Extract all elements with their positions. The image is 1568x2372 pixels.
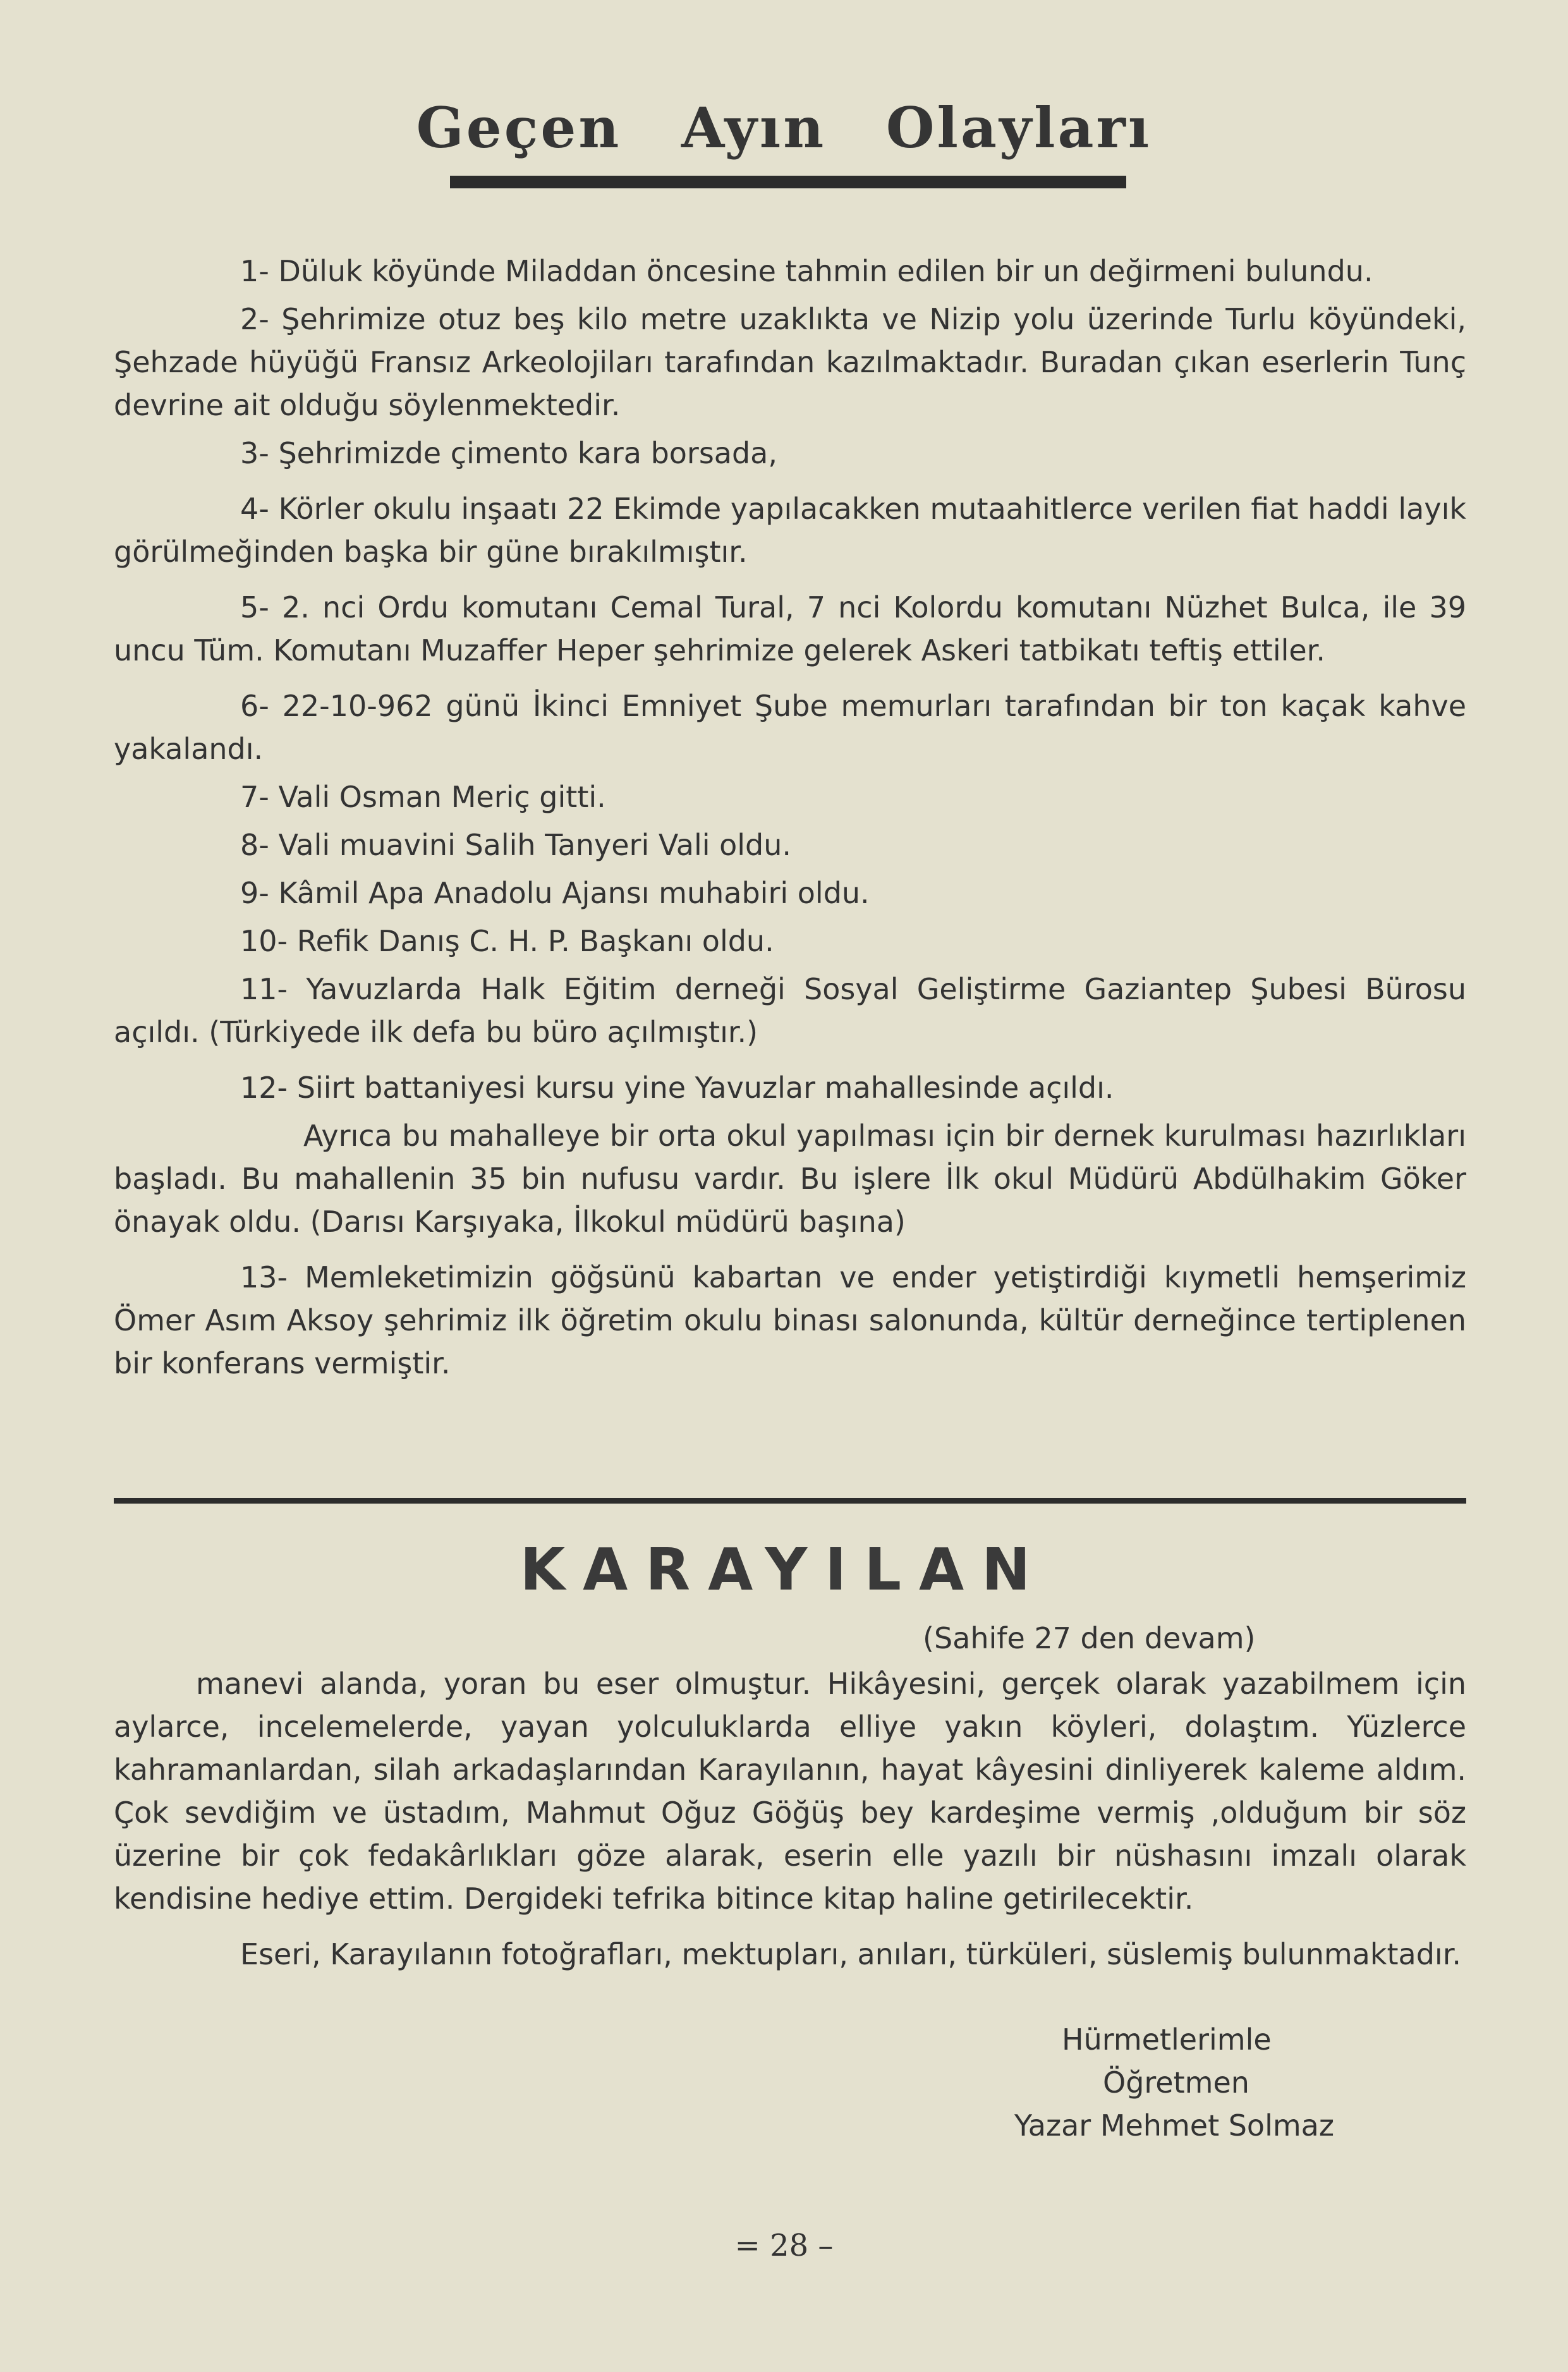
event-item: 10- Refik Danış C. H. P. Başkanı oldu. — [240, 924, 774, 958]
event-item: 7- Vali Osman Meriç gitti. — [240, 780, 606, 814]
event-item: Ayrıca bu mahalleye bir orta okul yapılması için bir dernek kurulması hazırlıkları başladı. Bu mahallenin 35 bin nufusu vardır. Bu işlere İlk okul Müdürü Abdülhakim Göker önayak oldu. (Darısı Karşıyaka, İlkokul müdürü başına) — [114, 1119, 1466, 1239]
event-item: 3- Şehrimizde çimento kara borsada, — [240, 436, 777, 470]
event-item: 8- Vali muavini Salih Tanyeri Vali oldu. — [240, 828, 792, 862]
article-paragraph: Eseri, Karayılanın fotoğrafları, mektupları, anıları, türküleri, süslemiş bulunmaktadır. — [240, 1937, 1462, 1971]
author-name: Yazar Mehmet Solmaz — [1014, 2108, 1334, 2143]
author-role: Öğretmen — [1103, 2065, 1249, 2100]
event-item: 6- 22-10-962 günü İkinci Emniyet Şube memurları tarafından bir ton kaçak kahve yakalandı. — [114, 689, 1466, 766]
event-item: 1- Düluk köyünde Miladdan öncesine tahmin edilen bir un değirmeni bulundu. — [240, 254, 1373, 288]
page-heading: Geçen Ayın Olayları — [416, 95, 1152, 161]
page-number: = 28 – — [734, 2228, 834, 2263]
article-title: KARAYILAN — [520, 1536, 1048, 1603]
heading-underline — [450, 176, 1126, 188]
article-paragraph: manevi alanda, yoran bu eser olmuştur. Hikâyesini, gerçek olarak yazabilmem için aylarce, incelemelerde, yayan yolculuklarda elliye yakın köyleri, dolaştım. Yüzlerce kahramanlardan, silah arkadaşlarından Karayılanın, hayat kâyesini dinliyerek kaleme aldım. Çok sevdiğim ve üstadım, Mahmut Oğuz Göğüş bey kardeşime vermiş ,olduğum bir söz üzerine bir çok fedakârlıkları göze alarak, eserin elle yazılı bir nüshasını imzalı olarak kendisine hediye ettim. Dergideki tefrika bitince kitap haline getirilecektir. — [114, 1667, 1466, 1916]
event-item: 9- Kâmil Apa Anadolu Ajansı muhabiri oldu. — [240, 876, 870, 910]
event-item: 5- 2. nci Ordu komutanı Cemal Tural, 7 nci Kolordu komutanı Nüzhet Bulca, ile 39 uncu Tüm. Komutanı Muzaffer Heper şehrimize gelerek Askeri tatbikatı teftiş ettiler. — [114, 590, 1466, 667]
event-item: 12- Siirt battaniyesi kursu yine Yavuzlar mahallesinde açıldı. — [240, 1071, 1114, 1105]
event-item: 4- Körler okulu inşaatı 22 Ekimde yapılacakken mutaahitlerce verilen fiat haddi layık görülmeğinden başka bir güne bırakılmıştır. — [114, 492, 1466, 569]
closing-line: Hürmetlerimle — [1062, 2022, 1272, 2057]
section-divider — [114, 1498, 1466, 1504]
event-item: 13- Memleketimizin göğsünü kabartan ve ender yetiştirdiği kıymetli hemşerimiz Ömer Asım Aksoy şehrimiz ilk öğretim okulu binası salonunda, kültür derneğince tertiplenen bir konferans vermiştir. — [114, 1260, 1466, 1380]
event-item: 2- Şehrimize otuz beş kilo metre uzaklıkta ve Nizip yolu üzerinde Turlu köyündeki, Şehzade hüyüğü Fransız Arkeolojiları tarafından kazılmaktadır. Buradan çıkan eserlerin Tunç devrine ait olduğu söylenmektedir. — [114, 302, 1466, 422]
event-item: 11- Yavuzlarda Halk Eğitim derneği Sosyal Geliştirme Gaziantep Şubesi Bürosu açıldı. (Türkiyede ilk defa bu büro açılmıştır.) — [114, 972, 1466, 1049]
events-list — [114, 250, 1466, 1390]
continued-note: (Sahife 27 den devam) — [923, 1621, 1256, 1655]
article-body — [114, 1662, 1466, 1981]
